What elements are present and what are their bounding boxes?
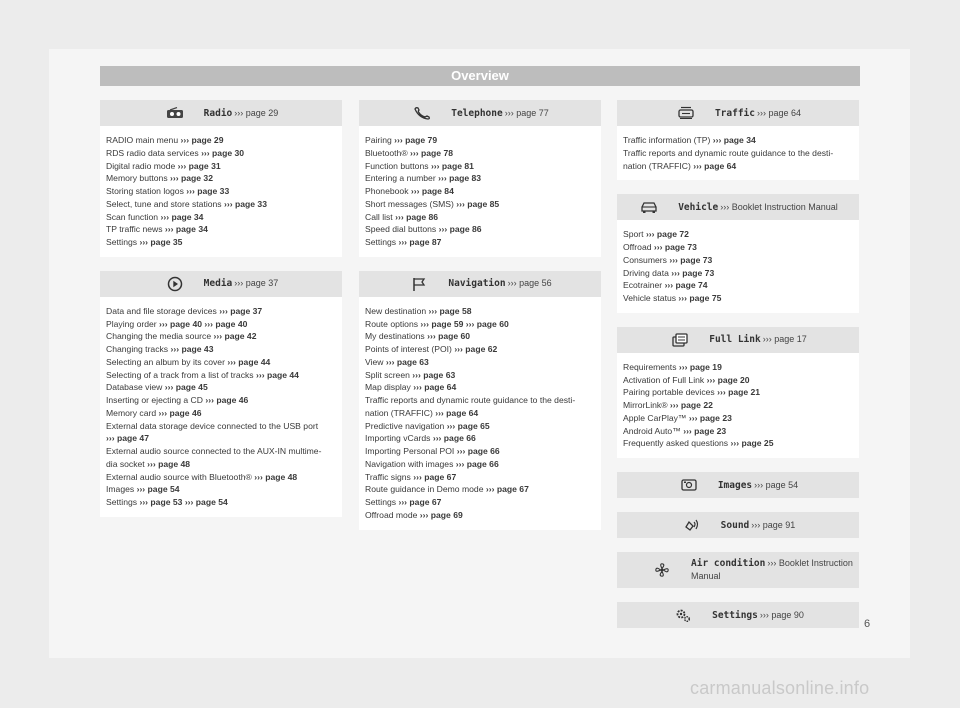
list-item [623, 267, 853, 280]
topic-label: Selecting an album by its cover [106, 356, 228, 367]
section-page-ref[interactable]: ››› page 64 [757, 107, 802, 118]
topic-label: Playing order [106, 318, 160, 329]
section-topic-list [617, 353, 859, 458]
topic-page-link[interactable]: ››› page 48 [147, 458, 191, 469]
topic-label: nation (TRAFFIC) [623, 160, 694, 171]
topic-label: External data storage device connected to the USB port [106, 420, 319, 431]
section-media [100, 271, 342, 517]
topic-page-link[interactable]: ››› page 34 [164, 224, 208, 235]
topic-label: Split screen [365, 369, 413, 380]
topic-label: nation (TRAFFIC) [365, 407, 436, 418]
topic-label: Activation of Full Link [623, 374, 707, 385]
section-page-ref[interactable]: ››› page 17 [762, 334, 807, 345]
list-item [365, 147, 595, 160]
list-item [365, 407, 595, 420]
section-sound [617, 512, 859, 538]
list-item [106, 305, 336, 318]
section-title: Radio [203, 107, 233, 119]
topic-label: Importing vCards [365, 433, 433, 444]
list-item [623, 437, 853, 450]
topic-label: Selecting of a track from a list of tracks [106, 369, 256, 380]
list-item [365, 471, 595, 484]
topic-label: Memory buttons [106, 173, 170, 184]
topic-page-link[interactable]: ››› page 40 ››› page 40 [159, 318, 248, 329]
topic-page-link[interactable]: ››› page 63 [412, 369, 456, 380]
topic-page-link[interactable]: ››› page 67 [413, 471, 457, 482]
images-icon [678, 478, 700, 492]
topic-label: External audio source connected to the AUX-IN multime- [106, 446, 322, 456]
section-telephone [359, 100, 601, 257]
section-topic-list [617, 220, 859, 313]
topic-page-link[interactable]: ››› page 72 [645, 229, 689, 240]
list-item [106, 483, 336, 496]
list-item [623, 399, 853, 412]
topic-page-link[interactable]: ››› page 46 [158, 407, 202, 418]
radio-icon [164, 106, 186, 120]
section-header [100, 271, 342, 297]
section-header [617, 327, 859, 353]
topic-page-link[interactable]: ››› page 19 [678, 361, 722, 372]
list-item [106, 160, 336, 173]
topic-page-link[interactable]: ››› page 79 [394, 135, 438, 145]
topic-page-link[interactable]: ››› page 33 [224, 198, 267, 209]
topic-label: dia socket [106, 458, 148, 469]
topic-page-link[interactable]: ››› page 22 [669, 400, 713, 410]
topic-page-link[interactable]: ››› page 84 [410, 186, 454, 196]
topic-label: Traffic information (TP) [623, 135, 713, 145]
full-link-icon [669, 333, 691, 347]
list-item [106, 134, 336, 147]
traffic-icon [675, 106, 697, 120]
column-middle [359, 100, 601, 544]
topic-page-link[interactable]: ››› page 64 [693, 160, 737, 171]
navigation-flag-icon [408, 277, 430, 291]
topic-page-link[interactable]: ››› page 73 [653, 242, 697, 252]
topic-page-link[interactable]: ››› page 21 [717, 387, 761, 398]
topic-page-link[interactable]: ››› page 47 [106, 433, 149, 444]
section-header [100, 100, 342, 126]
topic-label: Settings [365, 237, 399, 247]
topic-label: Speed dial buttons [365, 224, 439, 235]
topic-page-link[interactable]: ››› page 20 [706, 374, 750, 385]
section-topic-list [617, 126, 859, 180]
watermark: carmanualsonline.info [690, 678, 870, 698]
section-header [359, 100, 601, 126]
topic-page-link[interactable]: ››› page 85 [456, 198, 500, 209]
topic-label: Data and file storage devices [106, 305, 220, 316]
topic-label: Route options [365, 318, 421, 329]
topic-page-link[interactable]: ››› page 67 [398, 497, 442, 507]
topic-page-link[interactable]: ››› page 44 [255, 369, 299, 380]
section-traffic [617, 100, 859, 180]
topic-page-link[interactable]: ››› page 86 [395, 211, 439, 222]
topic-label: Storing station logos [106, 186, 187, 196]
column-right [617, 100, 859, 642]
section-title: Telephone [451, 107, 503, 119]
topic-label: Traffic reports and dynamic route guidance to the desti- [365, 395, 576, 405]
topic-label: Consumers [623, 254, 670, 265]
section-full-link [617, 327, 859, 458]
list-item [106, 356, 336, 369]
topic-label: View [365, 356, 386, 367]
section-title: Settings [712, 609, 758, 621]
section-header [617, 512, 859, 538]
topic-page-link[interactable]: ››› page 87 [398, 237, 442, 247]
topic-page-link[interactable]: ››› page 67 [485, 484, 529, 495]
topic-label: Traffic reports and dynamic route guidance to the desti- [623, 147, 834, 158]
topic-label: Digital radio mode [106, 160, 178, 171]
topic-label: Navigation with images [365, 458, 456, 469]
topic-page-link[interactable]: ››› page 31 [177, 160, 221, 171]
page-number: 6 [864, 618, 871, 630]
topic-page-link[interactable]: ››› page 83 [438, 173, 482, 184]
topic-page-link[interactable]: ››› page 65 [446, 420, 490, 431]
section-settings [617, 602, 859, 628]
section-topic-list [100, 297, 342, 517]
list-item [106, 147, 336, 160]
topic-label: Ecotrainer [623, 280, 665, 291]
list-item [365, 172, 595, 185]
list-item [623, 412, 853, 425]
section-title: Media [203, 278, 233, 290]
topic-label: Settings [365, 497, 399, 507]
list-item [365, 223, 595, 236]
list-item [106, 318, 336, 331]
list-item [365, 211, 595, 224]
section-topic-list [359, 126, 601, 257]
list-item [106, 369, 336, 382]
section-radio [100, 100, 342, 257]
topic-label: Function buttons [365, 160, 431, 171]
topic-label: RADIO main menu [106, 135, 181, 145]
list-item [365, 509, 595, 522]
list-item [623, 386, 853, 399]
section-page-ref[interactable]: ››› page 37 [234, 278, 279, 289]
list-item [106, 458, 336, 471]
topic-label: Requirements [623, 361, 679, 372]
topic-label: Importing Personal POI [365, 446, 457, 456]
list-item [623, 160, 853, 173]
topic-page-link[interactable]: ››› page 63 [385, 356, 429, 367]
topic-label: Android Auto™ [623, 425, 684, 436]
section-title: Navigation [448, 278, 506, 290]
section-images [617, 472, 859, 498]
topic-label: Offroad [623, 242, 654, 252]
topic-label: Bluetooth® [365, 147, 411, 158]
topic-page-link[interactable]: ››› page 43 [170, 344, 214, 354]
list-item [365, 369, 595, 382]
topic-page-link[interactable]: ››› page 23 [688, 412, 732, 423]
topic-page-link[interactable]: ››› page 62 [454, 344, 498, 354]
list-item [365, 420, 595, 433]
section-header [359, 271, 601, 297]
list-item [106, 330, 336, 343]
list-item [365, 458, 595, 471]
topic-label: Driving data [623, 267, 672, 278]
list-item [365, 160, 595, 173]
section-page-ref[interactable]: ››› Booklet Instruction Manual [720, 201, 838, 212]
section-vehicle [617, 194, 859, 313]
section-header [617, 552, 859, 588]
topic-page-link[interactable]: ››› page 33 [186, 186, 230, 196]
list-item [623, 147, 853, 160]
section-page-ref[interactable]: ››› page 54 [754, 479, 799, 490]
topic-label: Images [106, 484, 137, 495]
topic-label: Apple CarPlay™ [623, 412, 689, 423]
topic-page-link[interactable]: ››› page 59 ››› page 60 [420, 318, 509, 329]
list-item [106, 343, 336, 356]
list-item [623, 292, 853, 305]
list-item [623, 425, 853, 438]
topic-label: Predictive navigation [365, 420, 447, 431]
topic-label: TP traffic news [106, 224, 165, 235]
topic-label: Traffic signs [365, 471, 414, 482]
topic-label: Entering a number [365, 173, 439, 184]
section-title: Images [717, 479, 753, 491]
section-page-ref[interactable]: ››› page 77 [504, 107, 549, 118]
topic-page-link[interactable]: ››› page 35 [139, 237, 183, 247]
section-title: Air condition [691, 558, 766, 569]
topic-label: Frequently asked questions [623, 438, 731, 449]
section-title: Traffic [714, 107, 755, 119]
vehicle-icon [638, 200, 660, 214]
topic-label: Changing tracks [106, 344, 171, 354]
list-item [365, 185, 595, 198]
section-header [617, 194, 859, 220]
list-item [106, 236, 336, 249]
air-condition-icon [651, 563, 673, 577]
topic-label: Settings [106, 237, 140, 247]
topic-page-link[interactable]: ››› page 74 [664, 280, 708, 291]
section-title: Full Link [709, 334, 761, 346]
section-header [617, 100, 859, 126]
list-item [365, 343, 595, 356]
topic-page-link[interactable]: ››› page 66 [456, 446, 500, 456]
topic-page-link[interactable]: ››› page 45 [164, 382, 208, 393]
list-item [365, 318, 595, 331]
topic-label: Sport [623, 229, 646, 240]
list-item [106, 394, 336, 407]
section-page-ref[interactable]: ››› page 91 [751, 519, 796, 530]
section-page-ref[interactable]: ››› page 90 [759, 609, 804, 620]
section-topic-list [100, 126, 342, 257]
list-item [106, 432, 336, 445]
section-page-ref[interactable]: ››› page 29 [234, 107, 279, 118]
settings-icon [672, 608, 694, 622]
topic-page-link[interactable]: ››› page 34 [712, 135, 756, 145]
topic-label: RDS radio data services [106, 147, 202, 158]
list-item [365, 134, 595, 147]
column-left [100, 100, 342, 531]
topic-page-link[interactable]: ››› page 86 [438, 224, 482, 235]
topic-page-link[interactable]: ››› page 34 [160, 211, 204, 222]
sound-icon [681, 518, 703, 532]
topic-page-link[interactable]: ››› page 81 [430, 160, 474, 171]
topic-page-link[interactable]: ››› page 23 [683, 425, 727, 436]
topic-page-link[interactable]: ››› page 64 [435, 407, 479, 418]
topic-page-link[interactable]: ››› page 58 [428, 305, 472, 316]
topic-label: Pairing [365, 135, 395, 145]
topic-label: Changing the media source [106, 331, 214, 342]
topic-label: Call list [365, 211, 396, 222]
page-title: Overview [100, 66, 860, 86]
topic-page-link[interactable]: ››› page 73 [671, 267, 715, 278]
list-item [106, 445, 336, 458]
list-item [623, 374, 853, 387]
topic-page-link[interactable]: ››› page 44 [227, 356, 271, 367]
topic-label: Offroad mode [365, 509, 420, 520]
topic-page-link[interactable]: ››› page 73 [669, 254, 713, 265]
topic-page-link[interactable]: ››› page 53 ››› page 54 [139, 497, 228, 507]
topic-label: Points of interest (POI) [365, 344, 455, 354]
list-item [365, 381, 595, 394]
list-item [623, 241, 853, 254]
topic-page-link[interactable]: ››› page 30 [201, 147, 245, 158]
topic-page-link[interactable]: ››› page 69 [419, 509, 463, 520]
section-page-ref[interactable]: ››› Booklet Instruction Manual [691, 558, 853, 581]
section-air-condition [617, 552, 859, 588]
topic-page-link[interactable]: ››› page 32 [170, 173, 213, 184]
topic-label: Settings [106, 497, 140, 507]
section-header [617, 602, 859, 628]
section-navigation [359, 271, 601, 530]
topic-label: Memory card [106, 407, 159, 418]
list-item [106, 407, 336, 420]
list-item [365, 445, 595, 458]
section-topic-list [359, 297, 601, 530]
topic-label: Scan function [106, 211, 161, 222]
telephone-icon [411, 106, 433, 120]
list-item [106, 172, 336, 185]
list-item [106, 185, 336, 198]
topic-page-link[interactable]: ››› page 66 [455, 458, 499, 469]
topic-label: MirrorLink® [623, 400, 670, 410]
topic-page-link[interactable]: ››› page 78 [410, 147, 454, 158]
list-item [623, 361, 853, 374]
list-item [106, 420, 336, 433]
topic-label: Select, tune and store stations [106, 198, 224, 209]
topic-page-link[interactable]: ››› page 29 [180, 135, 224, 145]
list-item [365, 394, 595, 407]
topic-label: Database view [106, 382, 165, 393]
topic-page-link[interactable]: ››› page 46 [205, 395, 249, 405]
list-item [623, 134, 853, 147]
list-item [106, 211, 336, 224]
list-item [106, 496, 336, 509]
topic-page-link[interactable]: ››› page 48 [254, 471, 298, 482]
section-title: Sound [720, 519, 750, 531]
list-item [365, 305, 595, 318]
topic-label: Route guidance in Demo mode [365, 484, 486, 495]
topic-label: My destinations [365, 331, 428, 342]
media-play-icon [164, 277, 186, 291]
list-item [106, 381, 336, 394]
topic-page-link[interactable]: ››› page 54 [136, 484, 180, 495]
list-item [365, 432, 595, 445]
section-title: Vehicle [678, 201, 719, 213]
list-item [106, 223, 336, 236]
list-item [365, 356, 595, 369]
list-item [365, 198, 595, 211]
topic-page-link[interactable]: ››› page 37 [219, 305, 263, 316]
list-item [106, 471, 336, 484]
list-item [623, 228, 853, 241]
list-item [365, 330, 595, 343]
topic-label: Phonebook [365, 186, 411, 196]
section-page-ref[interactable]: ››› page 56 [507, 278, 552, 289]
section-header [617, 472, 859, 498]
topic-label: Pairing portable devices [623, 387, 718, 398]
topic-label: Short messages (SMS) [365, 198, 457, 209]
topic-page-link[interactable]: ››› page 42 [213, 331, 257, 342]
list-item [623, 254, 853, 267]
topic-page-link[interactable]: ››› page 66 [432, 433, 476, 444]
topic-label: Vehicle status [623, 293, 679, 303]
topic-page-link[interactable]: ››› page 64 [413, 382, 457, 393]
topic-label: New destination [365, 305, 429, 316]
topic-label: Inserting or ejecting a CD [106, 395, 206, 405]
list-item [106, 198, 336, 211]
list-item [365, 483, 595, 496]
list-item [365, 236, 595, 249]
topic-page-link[interactable]: ››› page 75 [678, 293, 722, 303]
topic-label: Map display [365, 382, 414, 393]
topic-page-link[interactable]: ››› page 60 [427, 331, 471, 342]
topic-page-link[interactable]: ››› page 25 [730, 438, 774, 449]
topic-label: External audio source with Bluetooth® [106, 471, 255, 482]
list-item [623, 279, 853, 292]
list-item [365, 496, 595, 509]
